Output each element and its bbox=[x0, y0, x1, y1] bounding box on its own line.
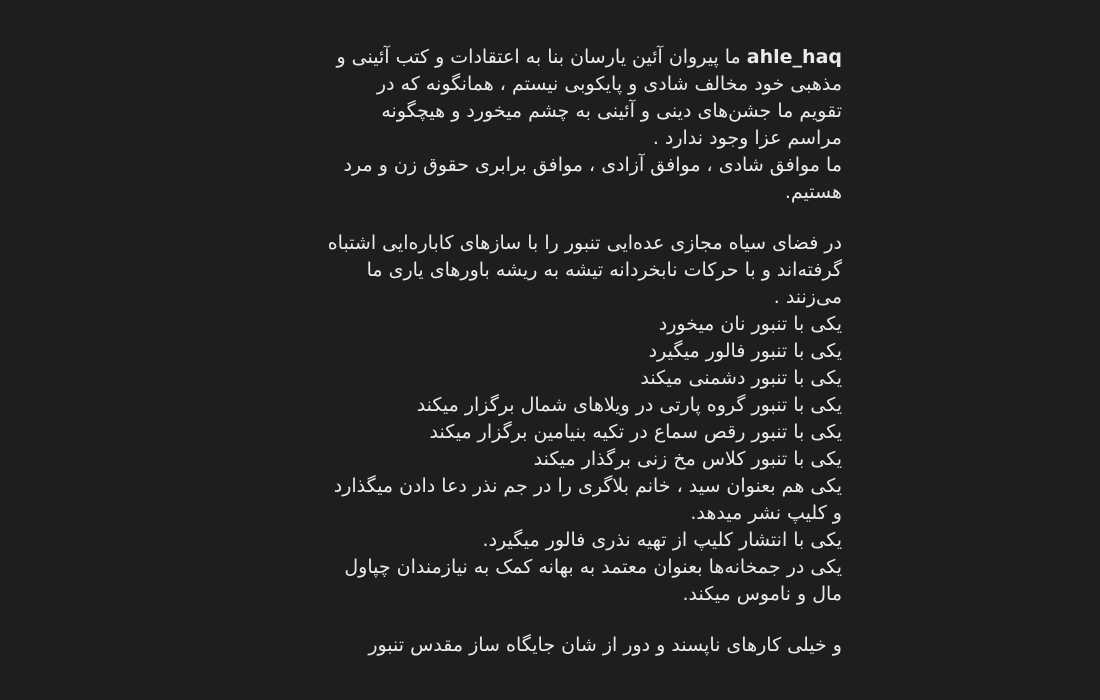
caption-line: ما پیروان آئین یارسان بنا به اعتقادات و کتب آئینی و bbox=[336, 46, 741, 68]
caption-line: مال و ناموس میکند. bbox=[682, 583, 842, 605]
caption-line: می‌زنند . bbox=[773, 286, 842, 308]
username-link[interactable]: ahle_haq bbox=[746, 46, 842, 68]
caption-line: یکی با تنبور فالور میگیرد bbox=[648, 340, 842, 362]
caption-line: گرفته‌اند و با حرکات نابخردانه تیشه به ریشه باورهای یاری ما bbox=[366, 259, 842, 281]
caption-line: یکی با تنبور نان میخورد bbox=[658, 313, 842, 335]
paragraph-gap bbox=[282, 206, 842, 230]
caption-line: یکی با تنبور دشمنی میکند bbox=[640, 367, 842, 389]
caption-text bbox=[282, 44, 842, 659]
caption-line: یکی با تنبور گروه پارتی در ویلاهای شمال برگزار میکند bbox=[416, 394, 842, 416]
caption-line: و کلیپ نشر میدهد. bbox=[690, 502, 842, 524]
caption-line: مراسم عزا وجود ندارد . bbox=[652, 127, 842, 149]
caption-line: یکی هم بعنوان سید ، خانم بلاگری را در جم نذر دعا دادن میگذارد bbox=[333, 475, 842, 497]
caption-line: تقویم ما جشن‌های دینی و آئینی به چشم میخورد و هیچگونه bbox=[381, 100, 842, 122]
caption-line: مذهبی خود مخالف شادی و پایکوبی نیستم ، همانگونه که در bbox=[376, 73, 842, 95]
caption-line: یکی با تنبور رقص سماع در تکیه بنیامین برگزار میکند bbox=[429, 421, 842, 443]
caption-first-line bbox=[336, 44, 842, 71]
paragraph-gap bbox=[282, 608, 842, 632]
caption-line: یکی در جمخانه‌ها بعنوان معتمد به بهانه کمک به نیازمندان چپاول bbox=[344, 556, 842, 578]
caption-line: و خیلی کارهای ناپسند و دور از شان جایگاه ساز مقدس تنبور bbox=[368, 634, 842, 656]
caption-line: در فضای سیاه مجازی عده‌ایی تنبور را با سازهای کاباره‌ایی اشتباه bbox=[327, 232, 842, 254]
caption-line: هستیم. bbox=[784, 181, 842, 203]
caption-line: یکی با انتشار کلیپ از تهیه نذری فالور میگیرد. bbox=[482, 529, 842, 551]
caption-line: یکی با تنبور کلاس مخ زنی برگذار میکند bbox=[533, 448, 842, 470]
caption-line: ما موافق شادی ، موافق آزادی ، موافق برابری حقوق زن و مرد bbox=[343, 154, 842, 176]
